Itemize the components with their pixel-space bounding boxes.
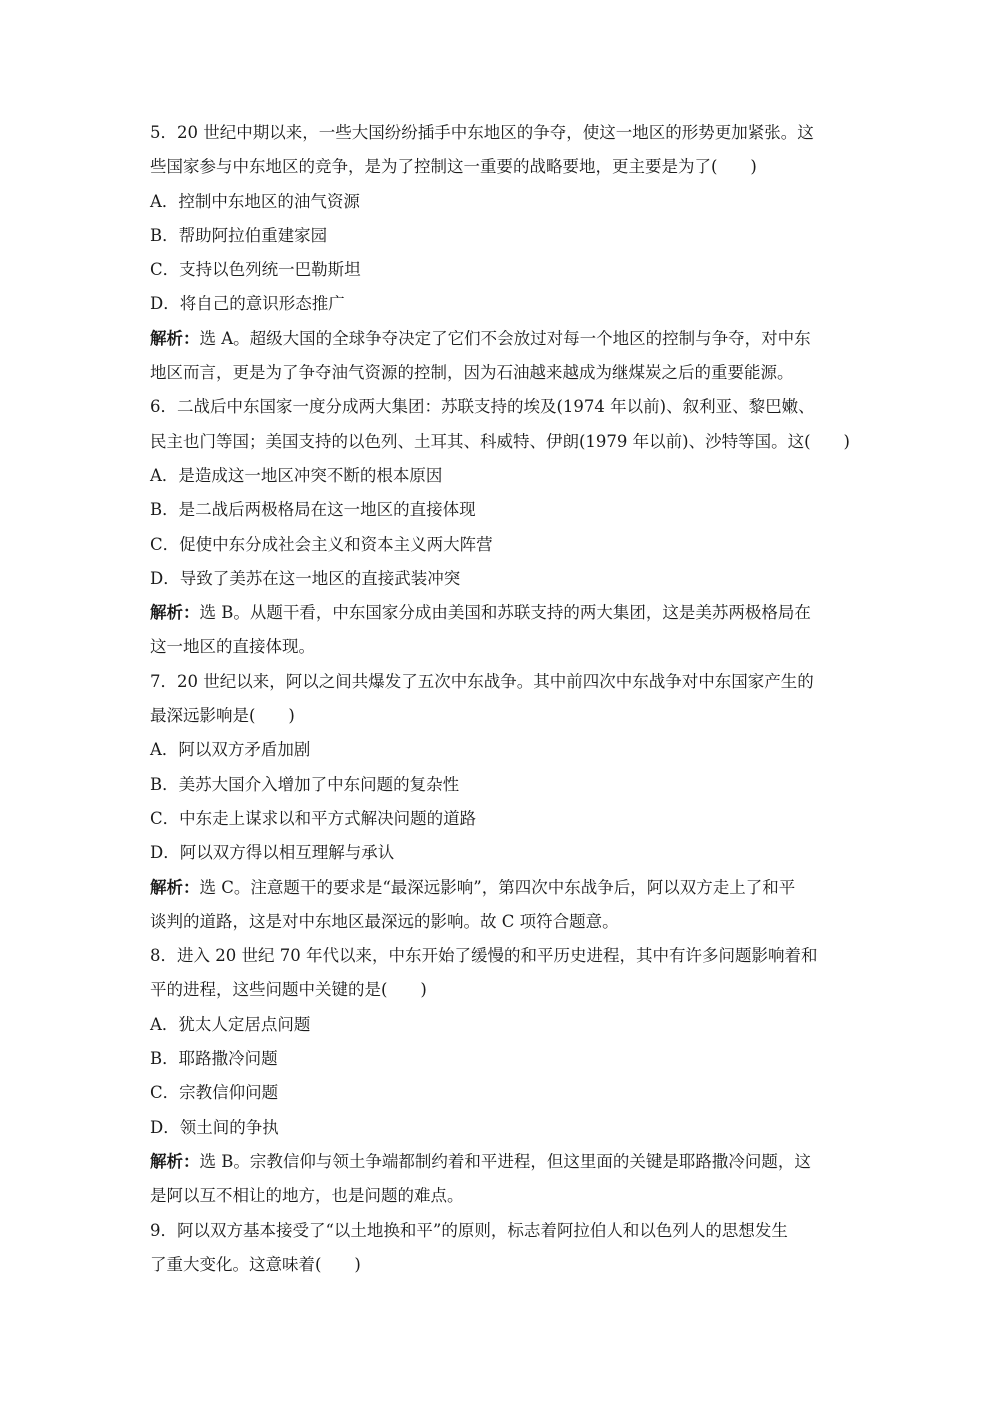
answer-option: C．促使中东分成社会主义和资本主义两大阵营 — [150, 534, 493, 554]
analysis-text: 是阿以互不相让的地方，也是问题的难点。 — [150, 1186, 464, 1206]
question-stem-line: 7．20 世纪以来，阿以之间共爆发了五次中东战争。其中前四次中东战争对中东国家产生的 — [150, 671, 814, 691]
answer-option: D．阿以双方得以相互理解与承认 — [150, 843, 395, 863]
question-block — [150, 939, 850, 1213]
analysis-label: 解析： — [150, 1151, 200, 1171]
answer-option: A．控制中东地区的油气资源 — [150, 191, 360, 211]
question-stem-line: 9．阿以双方基本接受了“以土地换和平”的原则，标志着阿拉伯人和以色列人的思想发生 — [150, 1220, 788, 1240]
analysis-text: 选 A。超级大国的全球争夺决定了它们不会放过对每一个地区的控制与争夺，对中东 — [199, 328, 811, 348]
question-stem-line: 民主也门等国；美国支持的以色列、土耳其、科威特、伊朗(1979 年以前)、沙特等国。这( ) — [150, 431, 850, 451]
answer-option: B．是二战后两极格局在这一地区的直接体现 — [150, 500, 476, 520]
answer-option: A．犹太人定居点问题 — [150, 1014, 311, 1034]
answer-option: D．将自己的意识形态推广 — [150, 294, 345, 314]
question-block — [150, 390, 850, 664]
question-stem-line: 最深远影响是( ) — [150, 706, 295, 726]
analysis-line — [150, 322, 850, 356]
answer-option: B．耶路撒冷问题 — [150, 1049, 278, 1069]
analysis-line — [150, 871, 850, 905]
answer-option: C．支持以色列统一巴勒斯坦 — [150, 260, 361, 280]
analysis-line — [150, 596, 850, 630]
question-stem-line: 5．20 世纪中期以来，一些大国纷纷插手中东地区的争夺，使这一地区的形势更加紧张。这 — [150, 123, 814, 142]
analysis-text: 选 B。从题干看，中东国家分成由美国和苏联支持的两大集团，这是美苏两极格局在 — [199, 603, 811, 623]
analysis-label: 解析： — [150, 603, 200, 623]
answer-option: D．导致了美苏在这一地区的直接武装冲突 — [150, 568, 461, 588]
analysis-text: 谈判的道路，这是对中东地区最深远的影响。故 C 项符合题意。 — [150, 911, 619, 931]
answer-option: C．宗教信仰问题 — [150, 1083, 279, 1103]
document-page — [150, 116, 850, 1282]
question-stem-line: 些国家参与中东地区的竞争，是为了控制这一重要的战略要地，更主要是为了( ) — [150, 157, 757, 177]
analysis-line — [150, 356, 850, 390]
answer-option: D．领土间的争执 — [150, 1117, 279, 1137]
question-stem-line: 平的进程，这些问题中关键的是( ) — [150, 980, 427, 1000]
analysis-line — [150, 1145, 850, 1179]
question-stem-line: 8．进入 20 世纪 70 年代以来，中东开始了缓慢的和平历史进程，其中有许多问题影响着和 — [150, 946, 818, 966]
analysis-text: 选 C。注意题干的要求是“最深远影响”，第四次中东战争后，阿以双方走上了和平 — [199, 877, 796, 897]
question-stem-line: 6．二战后中东国家一度分成两大集团：苏联支持的埃及(1974 年以前)、叙利亚、黎巴嫩、 — [150, 397, 815, 417]
analysis-text: 这一地区的直接体现。 — [150, 637, 315, 657]
answer-option: A．是造成这一地区冲突不断的根本原因 — [150, 465, 443, 485]
analysis-line — [150, 630, 850, 664]
answer-option: A．阿以双方矛盾加剧 — [150, 740, 311, 760]
question-block — [150, 665, 850, 939]
analysis-text: 地区而言，更是为了争夺油气资源的控制，因为石油越来越成为继煤炭之后的重要能源。 — [150, 363, 794, 383]
analysis-label: 解析： — [150, 328, 200, 348]
analysis-line — [150, 905, 850, 939]
question-block — [150, 1214, 850, 1283]
analysis-line — [150, 1179, 850, 1213]
analysis-text: 选 B。宗教信仰与领土争端都制约着和平进程，但这里面的关键是耶路撒冷问题，这 — [199, 1151, 811, 1171]
answer-option: B．帮助阿拉伯重建家园 — [150, 225, 328, 245]
answer-option: B．美苏大国介入增加了中东问题的复杂性 — [150, 774, 460, 794]
question-stem-line: 了重大变化。这意味着( ) — [150, 1254, 361, 1274]
question-block — [150, 116, 850, 390]
analysis-label: 解析： — [150, 877, 200, 897]
answer-option: C．中东走上谋求以和平方式解决问题的道路 — [150, 808, 477, 828]
